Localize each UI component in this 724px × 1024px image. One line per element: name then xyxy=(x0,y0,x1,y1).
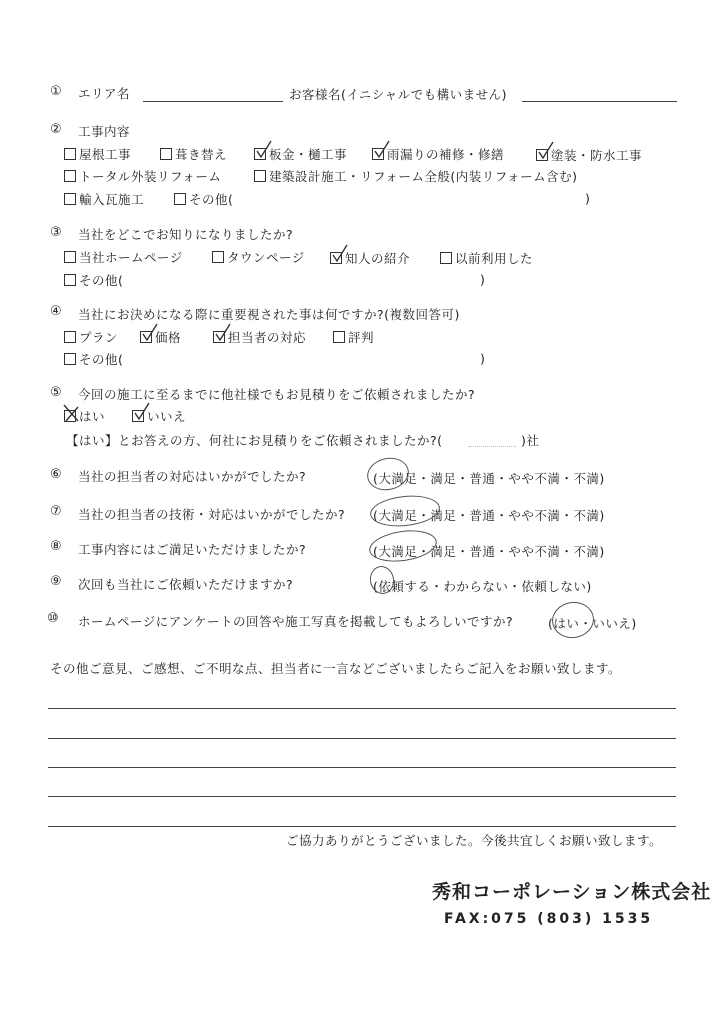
comment-line[interactable] xyxy=(48,738,676,739)
q4-option-price[interactable]: 価格 xyxy=(140,328,181,346)
q4-option-other[interactable]: その他( xyxy=(64,350,123,368)
q4-option-staff[interactable]: 担当者の対応 xyxy=(213,328,306,346)
company-name: 秀和コーポレーション株式会社 xyxy=(432,881,712,903)
area-field[interactable] xyxy=(143,101,283,102)
checkbox[interactable] xyxy=(440,252,452,264)
q5-option-yes[interactable]: はい xyxy=(64,407,105,425)
comments-prompt: その他ご意見、ご感想、ご不明な点、担当者に一言などございましたらご記入をお願い致します。 xyxy=(50,661,622,676)
q9-scale[interactable]: (依頼する・わからない・依頼しない) xyxy=(373,579,592,594)
checkbox-checked[interactable] xyxy=(213,331,225,343)
q8-title: 工事内容にはご満足いただけましたか? xyxy=(78,542,307,557)
comment-line[interactable] xyxy=(48,708,676,709)
q5-count-field[interactable] xyxy=(468,446,516,447)
checkbox-checked[interactable] xyxy=(140,331,152,343)
checkbox[interactable] xyxy=(64,170,76,182)
checkbox[interactable] xyxy=(160,148,172,160)
q9-title: 次回も当社にご依頼いただけますか? xyxy=(78,577,294,592)
q1-number: ① xyxy=(50,84,62,99)
q7-scale[interactable]: (大満足・満足・普通・やや不満・不満) xyxy=(373,508,605,523)
q10-scale[interactable]: (はい・いいえ) xyxy=(548,616,637,631)
q7-title: 当社の担当者の技術・対応はいかがでしたか? xyxy=(78,507,346,522)
checkbox[interactable] xyxy=(64,193,76,205)
customer-name-field[interactable] xyxy=(522,101,677,102)
q8-number: ⑧ xyxy=(50,539,62,554)
checkbox[interactable] xyxy=(212,251,224,263)
checkbox[interactable] xyxy=(64,331,76,343)
q3-title: 当社をどこでお知りになりましたか? xyxy=(78,227,294,242)
q6-number: ⑥ xyxy=(50,467,62,482)
q2-option-architecture[interactable]: 建築設計施工・リフォーム全般(内装リフォーム含む) xyxy=(254,167,578,185)
q2-option-roof[interactable]: 屋根工事 xyxy=(64,145,131,163)
q2-close-paren: ) xyxy=(585,191,591,206)
q2-number: ② xyxy=(50,122,62,137)
checkbox-checked[interactable] xyxy=(132,410,144,422)
q4-title: 当社にお決めになる際に重要視された事は何ですか?(複数回答可) xyxy=(78,307,460,322)
q4-close-paren: ) xyxy=(480,351,486,366)
q2-title: 工事内容 xyxy=(78,124,131,139)
q6-scale[interactable]: (大満足・満足・普通・やや不満・不満) xyxy=(373,471,605,486)
q3-number: ③ xyxy=(50,225,62,240)
q5-followup: 【はい】とお答えの方、何社にお見積りをご依頼されましたか?( xyxy=(66,433,443,448)
comment-line[interactable] xyxy=(48,796,676,797)
q2-option-exterior[interactable]: トータル外装リフォーム xyxy=(64,167,221,185)
q5-followup-end: )社 xyxy=(521,433,540,448)
q6-title: 当社の担当者の対応はいかがでしたか? xyxy=(78,469,307,484)
q10-title: ホームページにアンケートの回答や施工写真を掲載してもよろしいですか? xyxy=(78,614,514,629)
checkbox-checked[interactable] xyxy=(330,252,342,264)
q3-option-townpage[interactable]: タウンページ xyxy=(212,248,305,266)
comment-line[interactable] xyxy=(48,826,676,827)
q9-number: ⑨ xyxy=(50,574,62,589)
q2-option-reroof[interactable]: 葺き替え xyxy=(160,145,227,163)
q7-number: ⑦ xyxy=(50,504,62,519)
checkbox[interactable] xyxy=(64,148,76,160)
checkbox[interactable] xyxy=(64,353,76,365)
q5-title: 今回の施工に至るまでに他社様でもお見積りをご依頼されましたか? xyxy=(78,387,476,402)
checkbox[interactable] xyxy=(64,274,76,286)
checkbox[interactable] xyxy=(333,331,345,343)
checkbox-checked[interactable] xyxy=(64,410,76,422)
q8-scale[interactable]: (大満足・満足・普通・やや不満・不満) xyxy=(373,544,605,559)
q10-number: ⑩ xyxy=(47,611,59,626)
q5-option-no[interactable]: いいえ xyxy=(132,407,186,425)
q4-number: ④ xyxy=(50,304,62,319)
q5-number: ⑤ xyxy=(50,385,62,400)
thanks-message: ご協力ありがとうございました。今後共宜しくお願い致します。 xyxy=(286,833,663,848)
q2-option-other[interactable]: その他( xyxy=(174,190,233,208)
checkbox[interactable] xyxy=(254,170,266,182)
q4-option-reputation[interactable]: 評判 xyxy=(333,328,374,346)
q3-option-referral[interactable]: 知人の紹介 xyxy=(330,249,410,267)
customer-name-label: お客様名(イニシャルでも構いません) xyxy=(289,87,508,102)
q2-option-imported-tile[interactable]: 輸入瓦施工 xyxy=(64,190,144,208)
q3-close-paren: ) xyxy=(480,272,486,287)
q2-option-leak-repair[interactable]: 雨漏りの補修・修繕 xyxy=(372,145,504,163)
q2-option-painting[interactable]: 塗装・防水工事 xyxy=(536,146,642,164)
checkbox-checked[interactable] xyxy=(254,148,266,160)
comment-line[interactable] xyxy=(48,767,676,768)
q4-option-plan[interactable]: プラン xyxy=(64,328,118,346)
checkbox[interactable] xyxy=(174,193,186,205)
checkbox[interactable] xyxy=(64,251,76,263)
checkbox-checked[interactable] xyxy=(536,149,548,161)
q3-option-previous[interactable]: 以前利用した xyxy=(440,249,533,267)
q2-option-sheetmetal[interactable]: 板金・樋工事 xyxy=(254,145,347,163)
q3-option-other[interactable]: その他( xyxy=(64,271,123,289)
q3-option-homepage[interactable]: 当社ホームページ xyxy=(64,248,183,266)
checkbox-checked[interactable] xyxy=(372,148,384,160)
area-label: エリア名 xyxy=(78,86,131,101)
fax-number: FAX:075 (803) 1535 xyxy=(444,911,654,927)
